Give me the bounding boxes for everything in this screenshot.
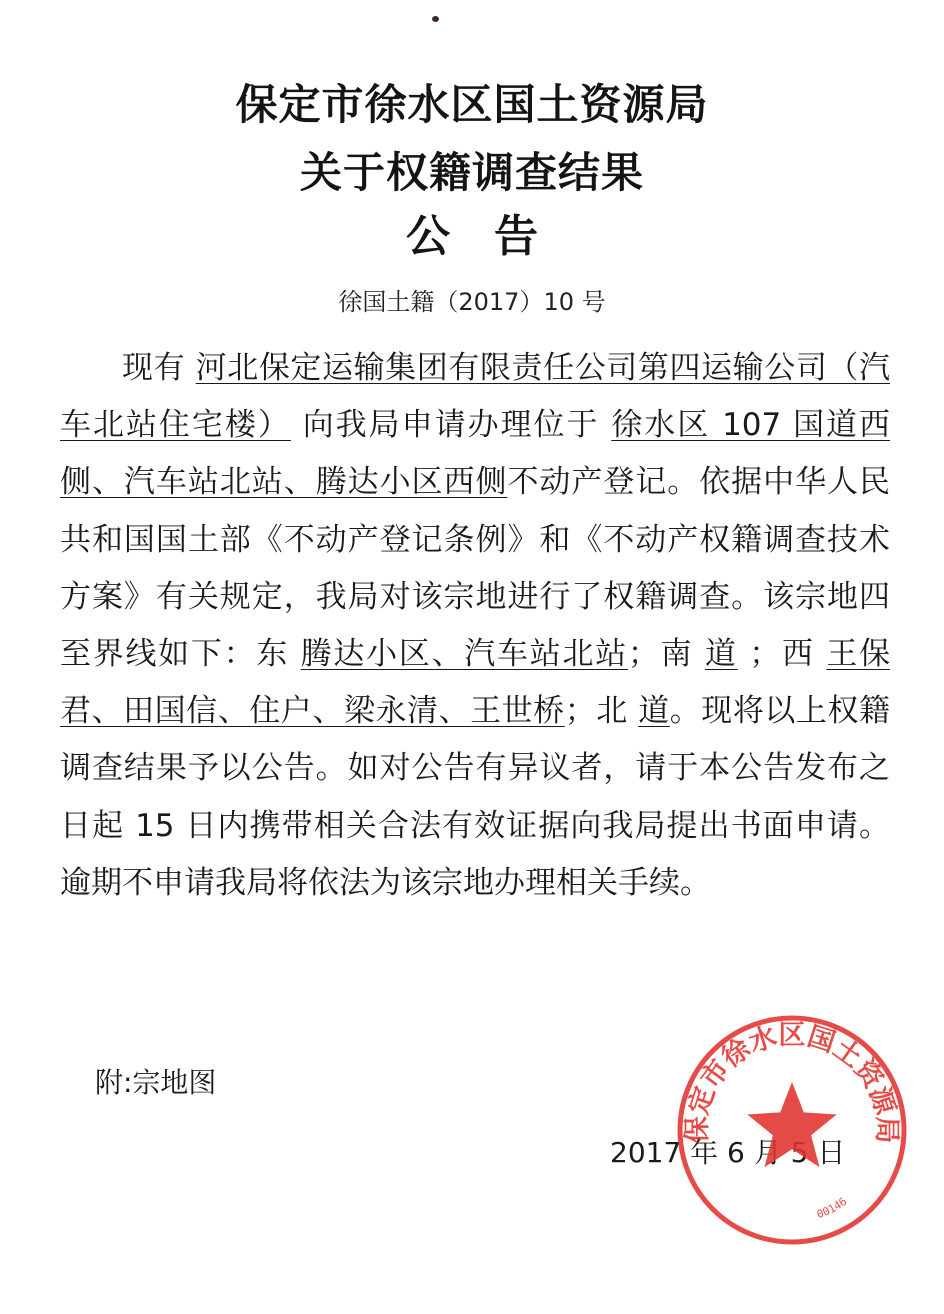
attachment-note: 附:宗地图 xyxy=(95,1066,217,1099)
seal-star-icon xyxy=(747,1082,836,1167)
seal-code-text xyxy=(815,1195,849,1221)
title-line-3: 公告 xyxy=(406,211,582,262)
issue-date: 2017 年 6 月 5 日 xyxy=(610,1136,846,1169)
body-text-4: ；南 xyxy=(627,636,694,673)
seal-arc-textpath: 保定市徐水区国土资源局 xyxy=(681,1019,903,1144)
body-text-1: 现有 xyxy=(122,350,186,386)
notice-body xyxy=(60,340,890,912)
seal-code-textpath: 00146 xyxy=(815,1194,850,1222)
body-text-2: 向我局申请办理位于 xyxy=(302,407,600,444)
body-text-5: ；西 xyxy=(749,636,815,673)
boundary-east: 腾达小区、汽车站北站 xyxy=(300,636,628,673)
applicant-name: 河北保定运输集团有限责任公司第四运输公司（汽车北站住宅楼） xyxy=(60,350,891,444)
boundary-south: 道 xyxy=(704,636,738,673)
boundary-west: 王保君、田国信、住户、梁永清、王世桥 xyxy=(60,636,891,730)
parcel-location: 徐水区 107 国道西侧、汽车站北站、腾达小区西侧 xyxy=(60,407,891,501)
body-text-7: 。现将以上权籍调查结果予以公告。如对公告有异议者，请于本公告发布之日起 15 日内携带相关合法有效证据向我局提出书面申请。逾期不申请我局将依法为该宗地办理相关手续。 xyxy=(60,693,891,901)
title-line-1: 保定市徐水区国土资源局 xyxy=(235,80,709,129)
boundary-north: 道 xyxy=(638,693,670,730)
body-text-6: ；北 xyxy=(564,693,628,730)
document-number: 徐国土籍（2017）10 号 xyxy=(338,288,606,316)
body-text-3: 不动产登记。依据中华人民共和国国土部《不动产登记条例》和《不动产权籍调查技术方案》有关规定，我局对该宗地进行了权籍调查。该宗地四至界线如下：东 xyxy=(60,464,891,673)
title-line-2: 关于权籍调查结果 xyxy=(299,148,644,197)
official-seal-stamp xyxy=(672,1010,912,1250)
paper-speck xyxy=(432,16,439,22)
